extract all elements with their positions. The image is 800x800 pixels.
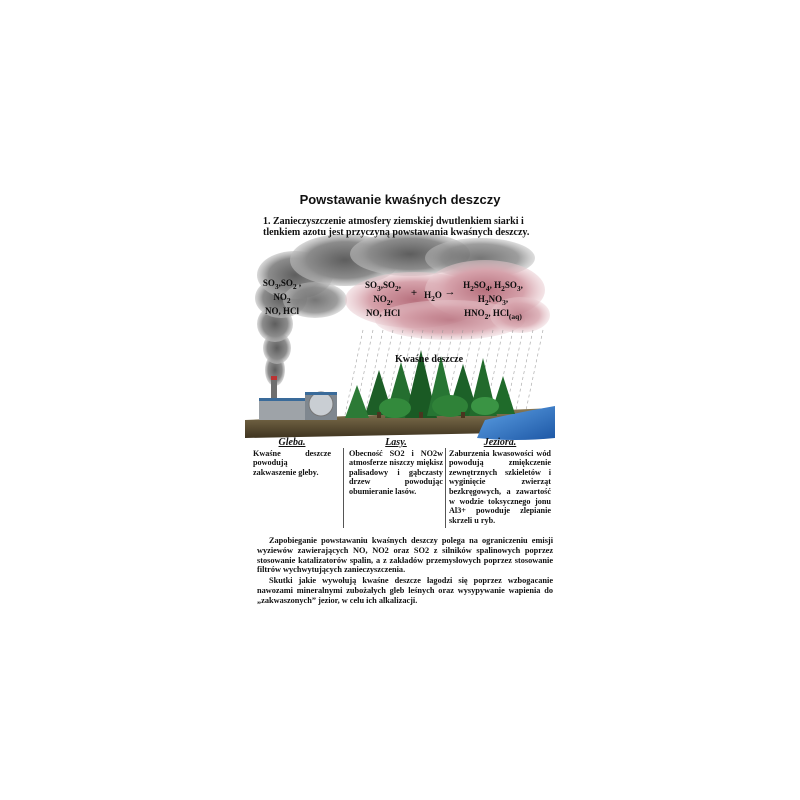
effect-lakes-text: Zaburzenia kwasowości wód powodują zmiękczenie zewnętrznych szkieletów i wyginięcie zwierząt bezkręgowych, a zawartość w wodzie toksycznego jonu Al3+ powoduje zlepianie skrzeli u ryb. xyxy=(449,448,551,525)
mitigation-paragraph: Skutki jakie wywołują kwaśne deszcze łagodzi się poprzez wzbogacanie nawozami mineralnymi zubożałych gleb leśnych oraz wysypywanie wapienia do „zakwaszonych” jezior, w celu ich alkalizacji. xyxy=(257,576,553,605)
effect-forest-heading: Lasy. xyxy=(385,437,407,448)
effect-soil xyxy=(253,438,331,477)
effect-soil-text: Kwaśne deszcze powodują zakwaszenie gleby. xyxy=(253,448,331,477)
poster-title: Powstawanie kwaśnych deszczy xyxy=(299,192,501,207)
reaction-products: $H_2SO_4$, $H_2SO_3$, $H_2NO_3$, $HNO_2$, HCl$_{(aq)}$ xyxy=(463,280,523,321)
effect-soil-heading: Gleba. xyxy=(278,437,306,448)
prevention-paragraph: Zapobieganie powstawaniu kwaśnych deszczy polega na ograniczeniu emisji wyziewów zawierających NO, NO2 oraz SO2 z silników spalinowych poprzez stosowanie katalizatorów spalin, a z zakładów przemysłowych poprzez stosowanie filtrów wychwytujących zanieczyszczenia. xyxy=(257,536,553,575)
intro-text: 1. Zanieczyszczenie atmosfery ziemskiej dwutlenkiem siarki i tlenkiem azotu jest przyczyną powstawania kwaśnych deszczy. xyxy=(263,216,530,238)
prevention-section xyxy=(257,536,553,607)
acid-rain-label: Kwaśne deszcze xyxy=(395,354,464,365)
reaction-plus: + xyxy=(410,287,418,299)
smoke-chemicals: $SO_3,SO_2$ , $NO_2$ NO, HCl xyxy=(262,278,302,316)
reaction-reactants: $SO_3,SO_2$, $NO_2$, NO, HCl xyxy=(364,280,402,318)
column-divider xyxy=(343,448,344,528)
effect-forest xyxy=(349,438,443,497)
reaction-arrow: → xyxy=(444,286,456,298)
reaction-water: $H_2O$ xyxy=(424,290,442,303)
effect-lakes xyxy=(449,438,551,525)
column-divider xyxy=(445,448,446,528)
acid-rain-poster xyxy=(245,180,555,625)
effect-lakes-heading: Jeziora. xyxy=(483,437,517,448)
effect-forest-text: Obecność SO2 i NO2w atmosferze niszczy miękisz palisadowy i gąbczasty drzew powodując obumieranie lasów. xyxy=(349,448,443,496)
